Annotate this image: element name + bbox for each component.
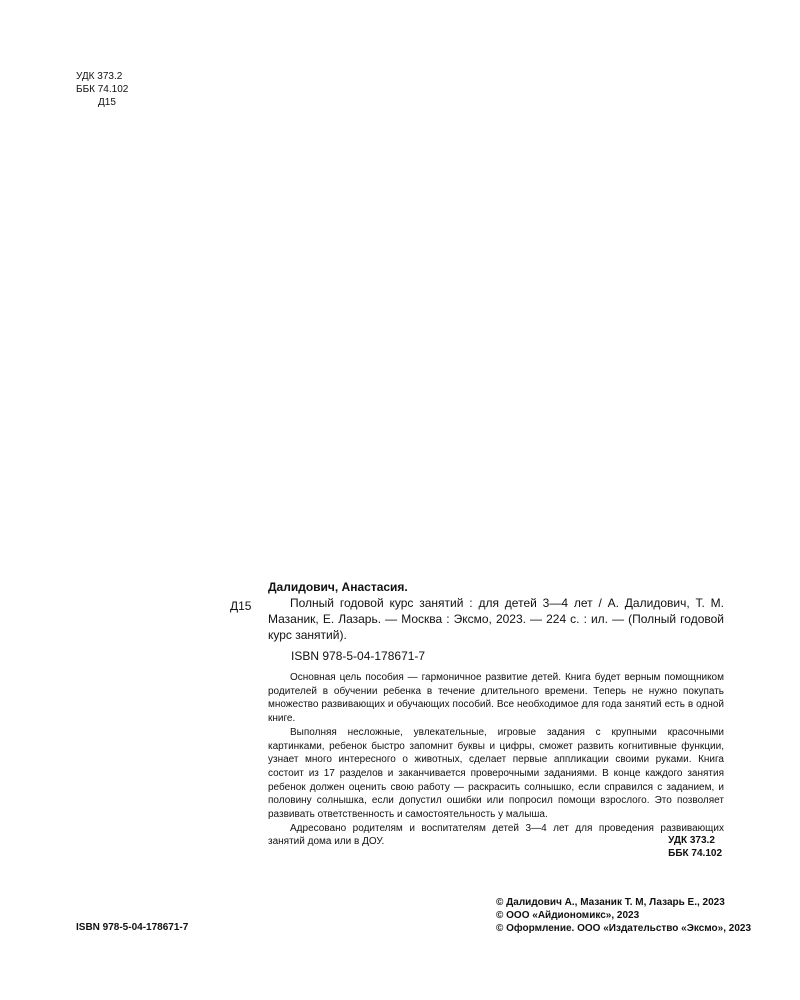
annotation — [268, 671, 724, 849]
author-heading: Далидович, Анастасия. — [268, 580, 408, 594]
record-udk: УДК 373.2 — [668, 835, 715, 846]
footer-isbn: ISBN 978-5-04-178671-7 — [76, 922, 189, 933]
annotation-paragraph: Адресовано родителям и воспитателям детей 3—4 лет для проведения развивающих занятий дома или в ДОУ. — [268, 822, 724, 848]
copyright-line: © Далидович А., Мазаник Т. М, Лазарь Е., 2023 — [496, 897, 725, 908]
author-mark: Д15 — [98, 97, 116, 108]
record-classification — [668, 834, 722, 860]
author-mark-side: Д15 — [230, 599, 252, 613]
top-classification — [76, 70, 128, 109]
bbk-code: ББК 74.102 — [76, 84, 129, 95]
record-isbn: ISBN 978-5-04-178671-7 — [291, 649, 426, 663]
bibliographic-description: Полный годовой курс занятий : для детей 3—4 лет / А. Далидович, Т. М. Мазаник, Е. Лазарь. — Москва : Эксмо, 2023. — 224 с. : ил. — (Полный годовой курс занятий). — [268, 596, 724, 642]
annotation-paragraph: Выполняя несложные, увлекательные, игровые задания с крупными красочными картинками, ребенок быстро запомнит буквы и цифры, сможет развить когнитивные функции, узнает много интересного о животных, сделает первые аппликации своими руками. Книга состоит из 17 разделов и заканчивается проверочными заданиями. В конце каждого занятия ребенок должен оценить свою работу — раскрасить солнышко, если справился с заданием, и половину солнышка, если допустил ошибки или попросил помощи взрослого. Это позволяет развивать ответственность и самостоятельность у малыша. — [268, 726, 724, 821]
record-bbk: ББК 74.102 — [668, 848, 722, 859]
copyright-block — [496, 896, 751, 935]
copyright-line: © ООО «Айдиономикс», 2023 — [496, 910, 640, 921]
copyright-line: © Оформление. ООО «Издательство «Эксмо», 2023 — [496, 923, 752, 934]
udk-code: УДК 373.2 — [76, 71, 123, 82]
annotation-paragraph: Основная цель пособия — гармоничное развитие детей. Книга будет верным помощником родителей в обучении ребенка в течение длительного времени. Теперь не нужно покупать множество развивающих и обучающих пособий. Все необходимое для года занятий есть в одной книге. — [268, 672, 724, 725]
